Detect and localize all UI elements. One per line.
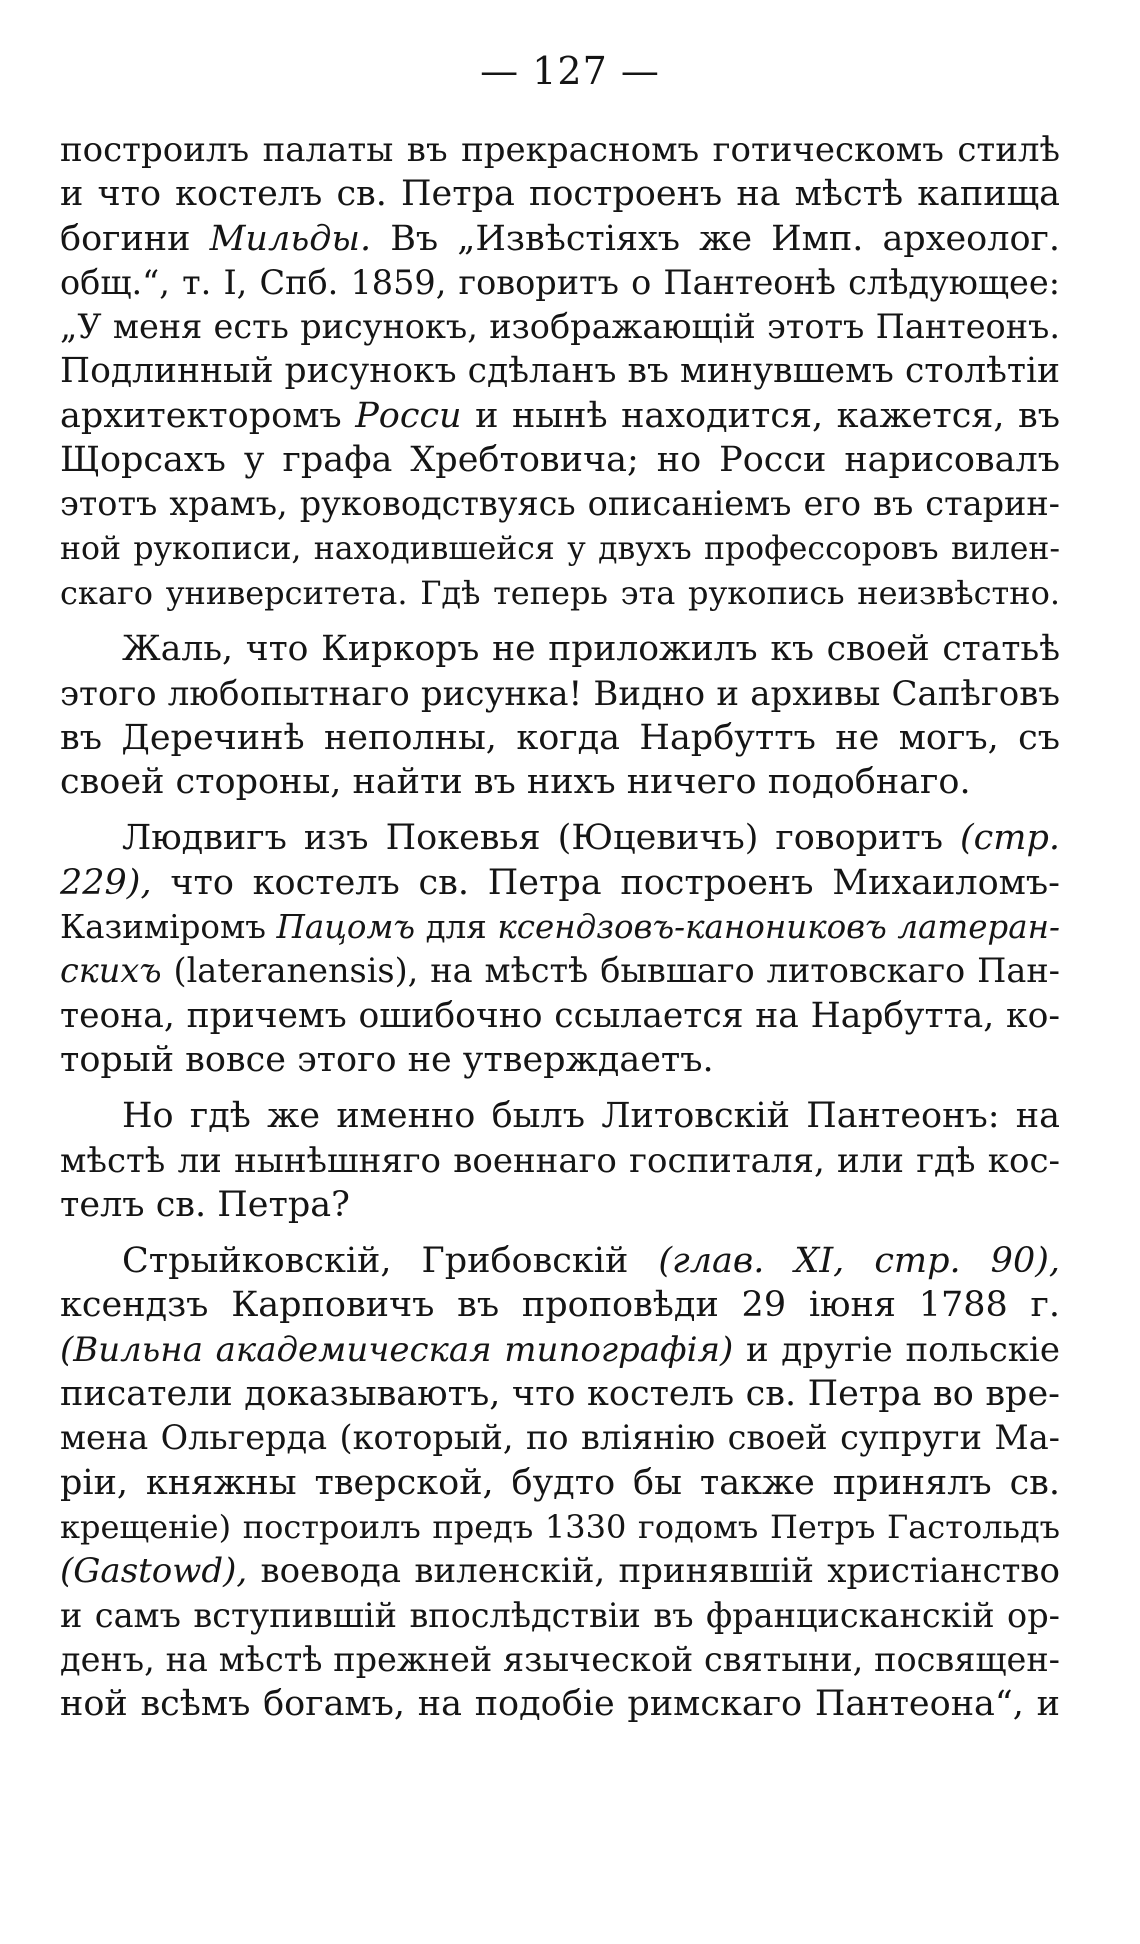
text-segment: Но гдѣ же именно былъ Литовскій Пантеонъ: на <box>122 1096 1060 1137</box>
text-line <box>60 217 1060 261</box>
text-line <box>60 994 1060 1038</box>
page-number: — 127 — <box>480 49 660 93</box>
text-segment: теона, причемъ ошибочно ссылается на Нарбутта, ко- <box>60 995 1060 1036</box>
text-line <box>60 172 1060 216</box>
text-line <box>60 527 1060 571</box>
text-segment: и самъ вступившій впослѣдствіи въ францисканскій ор- <box>60 1595 1060 1635</box>
paragraph-gap <box>60 1082 1060 1094</box>
text-segment: мена Ольгерда (который, по вліянію своей супруги Ма- <box>60 1418 1060 1458</box>
text-segment: „У меня есть рисунокъ, изображающій этотъ Пантеонъ. <box>60 307 1060 347</box>
text-segment: общ.“, т. I, Спб. 1859, говоритъ о Пантеонѣ слѣдующее: <box>60 262 1060 302</box>
text-segment: воевода виленскій, принявшій христіанство <box>247 1551 1060 1592</box>
italic-text: ксендзовъ-канониковъ латеран- <box>497 908 1061 947</box>
text-segment: этотъ храмъ, руководствуясь описаніемъ его въ старин- <box>60 484 1060 524</box>
text-segment: телъ св. Петра? <box>60 1184 350 1225</box>
text-line <box>60 1505 1060 1549</box>
text-segment: торый вовсе этого не утверждаетъ. <box>60 1039 714 1080</box>
text-line <box>60 438 1060 482</box>
text-line <box>60 861 1060 905</box>
text-segment: Казиміромъ <box>60 908 277 947</box>
text-segment: ной всѣмъ богамъ, на подобіе римскаго Пантеона“, и <box>60 1684 1060 1725</box>
text-line <box>60 482 1060 526</box>
text-line <box>60 1094 1060 1138</box>
text-segment: писатели доказываютъ, что костелъ св. Петра во вре- <box>60 1374 1060 1415</box>
paragraph-gap <box>60 615 1060 627</box>
text-segment: Людвигъ изъ Покевья (Юцевичъ) говоритъ <box>122 818 961 859</box>
italic-text: 229), <box>60 862 152 903</box>
text-segment: мѣстѣ ли нынѣшняго военнаго госпиталя, или гдѣ кос- <box>60 1140 1060 1181</box>
text-segment: Подлинный рисунокъ сдѣланъ въ минувшемъ столѣтіи <box>60 351 1060 392</box>
italic-text: скихъ <box>60 951 162 991</box>
text-line <box>60 816 1060 860</box>
text-line <box>60 1283 1060 1327</box>
text-line <box>60 261 1060 305</box>
text-segment: денъ, на мѣстѣ прежней языческой святыни, посвящен- <box>60 1639 1060 1679</box>
text-line <box>60 1638 1060 1682</box>
text-line <box>60 128 1060 172</box>
text-line <box>60 760 1060 804</box>
italic-text: (глав. XI, стр. 90), <box>658 1241 1060 1282</box>
text-segment: Въ „Извѣстіяхъ же Имп. археолог. <box>371 218 1061 259</box>
text-segment: Жаль, что Киркоръ не приложилъ къ своей статьѣ <box>122 629 1060 670</box>
text-line <box>60 305 1060 349</box>
text-segment: и нынѣ находится, кажется, въ <box>461 395 1060 436</box>
italic-text: (стр. <box>960 818 1060 859</box>
italic-text: (Вильна академическая типографія) <box>60 1329 734 1370</box>
text-line <box>60 949 1060 993</box>
text-segment: и другіе польскіе <box>733 1329 1060 1370</box>
text-segment: что костелъ св. Петра построенъ Михаиломъ- <box>151 862 1060 903</box>
paragraph-gap <box>60 1227 1060 1239</box>
text-segment: ріи, княжны тверской, будто бы также принялъ св. <box>60 1462 1060 1503</box>
text-segment: своей стороны, найти въ нихъ ничего подобнаго. <box>60 762 971 803</box>
text-segment: этого любопытнаго рисунка! Видно и архивы Сапѣговъ <box>60 673 1060 714</box>
text-segment: крещеніе) построилъ предъ 1330 годомъ Петръ Гастольдъ <box>60 1507 1060 1546</box>
text-body <box>60 128 1060 1726</box>
text-segment: богини <box>60 218 210 259</box>
italic-text: Мильды. <box>209 218 372 259</box>
text-line <box>60 1372 1060 1416</box>
italic-text: Росси <box>355 395 462 436</box>
text-line <box>60 1139 1060 1183</box>
text-segment: для <box>415 908 498 947</box>
text-line <box>60 627 1060 671</box>
italic-text: Пацомъ <box>276 908 416 947</box>
text-line <box>60 1549 1060 1593</box>
paragraph-gap <box>60 804 1060 816</box>
text-line <box>60 716 1060 760</box>
text-segment: построилъ палаты въ прекрасномъ готическомъ стилѣ <box>60 130 1060 170</box>
text-line <box>60 571 1060 615</box>
text-segment: ксендзъ Карповичъ въ проповѣди 29 іюня 1788 г. <box>60 1285 1060 1326</box>
text-line <box>60 1239 1060 1283</box>
text-line <box>60 1328 1060 1372</box>
text-segment: и что костелъ св. Петра построенъ на мѣстѣ капища <box>60 174 1060 215</box>
italic-text: (Gastowd), <box>60 1551 248 1592</box>
text-line <box>60 394 1060 438</box>
text-line <box>60 672 1060 716</box>
text-segment: Щорсахъ у графа Хребтовича; но Росси нарисовалъ <box>60 440 1060 481</box>
text-segment: скаго университета. Гдѣ теперь эта рукопись неизвѣстно. <box>60 573 1060 612</box>
text-line <box>60 1594 1060 1638</box>
text-segment: архитекторомъ <box>60 395 356 436</box>
text-segment: ной рукописи, находившейся у двухъ профессоровъ вилен- <box>60 530 1060 567</box>
text-segment: Стрыйковскій, Грибовскій <box>122 1241 659 1282</box>
text-segment: (lateranensis), на мѣстѣ бывшаго литовскаго Пан- <box>161 951 1060 991</box>
text-line <box>60 1038 1060 1082</box>
text-line <box>60 905 1060 949</box>
text-line <box>60 349 1060 393</box>
text-line <box>60 1183 1060 1227</box>
text-line <box>60 1416 1060 1460</box>
text-segment: въ Деречинѣ неполны, когда Нарбуттъ не могъ, съ <box>60 717 1060 758</box>
text-line <box>60 1461 1060 1505</box>
text-line <box>60 1682 1060 1726</box>
